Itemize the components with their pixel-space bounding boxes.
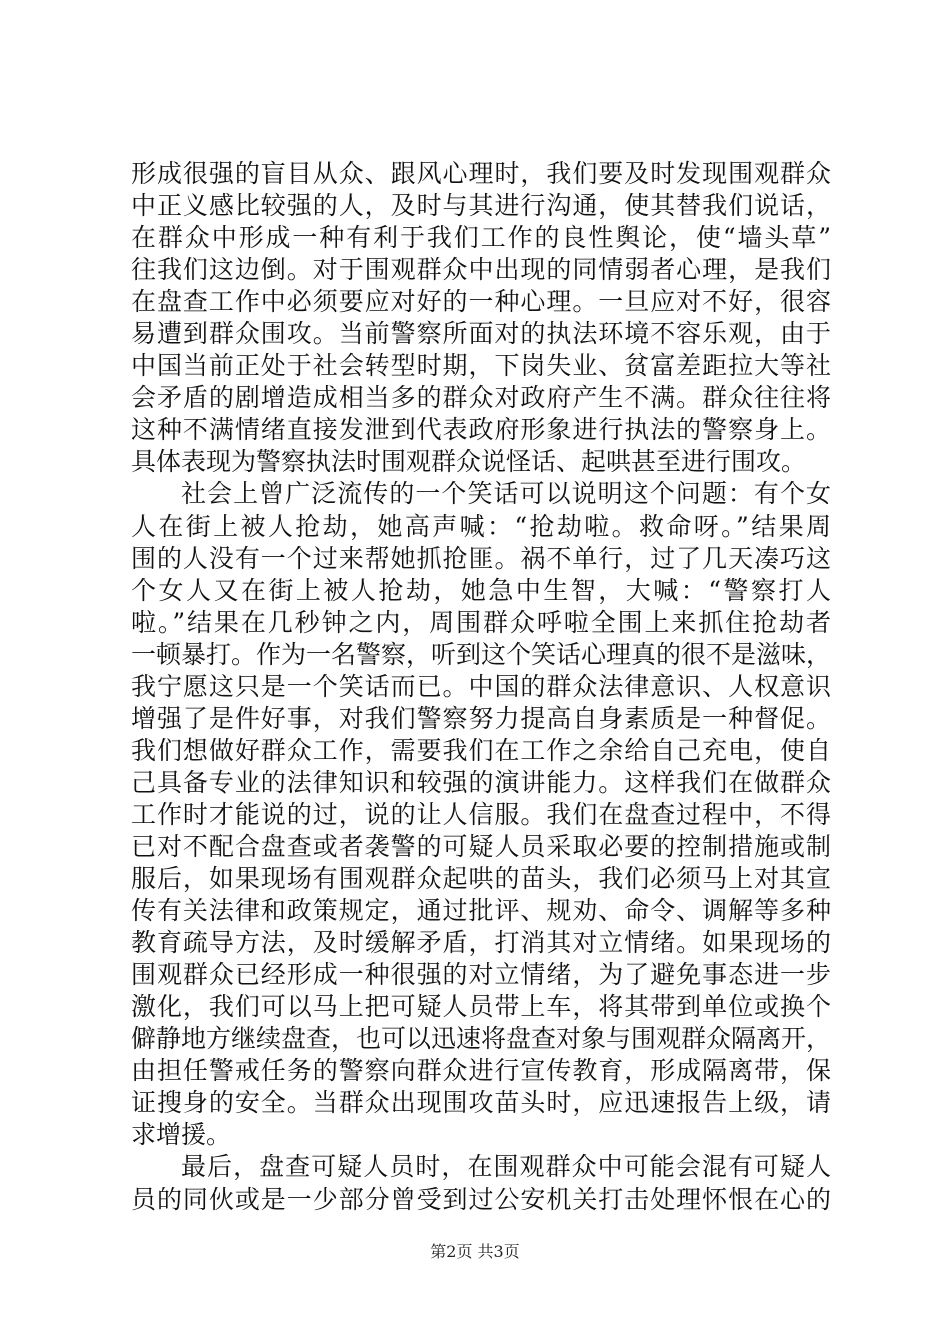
text-line: 人在街上被人抢劫，她高声喊：“抢劫啦。救命呀。”结果周	[131, 511, 831, 541]
text-line: 易遭到群众围攻。当前警察所面对的执法环境不容乐观，由于	[131, 319, 831, 349]
text-line: 中国当前正处于社会转型时期，下岗失业、贫富差距拉大等社	[131, 351, 831, 381]
text-line: 形成很强的盲目从众、跟风心理时，我们要及时发现围观群众	[131, 159, 831, 188]
text-line: 服后，如果现场有围观群众起哄的苗头，我们必须马上对其宣	[131, 864, 831, 894]
page-footer: 第2页 共3页	[430, 1242, 520, 1261]
text-line: 一顿暴打。作为一名警察，听到这个笑话心理真的很不是滋味，	[131, 639, 831, 669]
text-line: 证搜身的安全。当群众出现围攻苗头时，应迅速报告上级，请	[131, 1088, 831, 1118]
text-line: 工作时才能说的过，说的让人信服。我们在盘查过程中，不得	[131, 799, 831, 829]
text-line: 这种不满情绪直接发泄到代表政府形象进行执法的警察身上。	[131, 415, 831, 445]
text-line: 围观群众已经形成一种很强的对立情绪，为了避免事态进一步	[131, 960, 831, 990]
text-line: 啦。”结果在几秒钟之内，周围群众呼啦全围上来抓住抢劫者	[131, 607, 831, 637]
text-line: 教育疏导方法，及时缓解矛盾，打消其对立情绪。如果现场的	[131, 928, 831, 958]
text-line: 激化，我们可以马上把可疑人员带上车，将其带到单位或换个	[131, 992, 831, 1022]
text-line: 传有关法律和政策规定，通过批评、规劝、命令、调解等多种	[131, 896, 831, 926]
text-line: 我们想做好群众工作，需要我们在工作之余给自己充电，使自	[131, 735, 831, 765]
text-line: 围的人没有一个过来帮她抓抢匪。祸不单行，过了几天凑巧这	[131, 543, 831, 573]
text-line: 己具备专业的法律知识和较强的演讲能力。这样我们在做群众	[131, 767, 831, 797]
text-line: 在群众中形成一种有利于我们工作的良性舆论，使“墙头草”	[131, 223, 831, 253]
text-line: 已对不配合盘查或者袭警的可疑人员采取必要的控制措施或制	[131, 831, 831, 861]
text-line: 僻静地方继续盘查，也可以迅速将盘查对象与围观群众隔离开，	[131, 1024, 831, 1054]
text-line: 会矛盾的剧增造成相当多的群众对政府产生不满。群众往往将	[131, 383, 831, 413]
text-line: 我宁愿这只是一个笑话而已。中国的群众法律意识、人权意识	[131, 671, 831, 701]
text-line: 增强了是件好事，对我们警察努力提高自身素质是一种督促。	[131, 703, 831, 733]
text-line: 社会上曾广泛流传的一个笑话可以说明这个问题：有个女	[181, 479, 831, 509]
document-body	[131, 158, 831, 1216]
text-line: 具体表现为警察执法时围观群众说怪话、起哄甚至进行围攻。	[131, 447, 807, 477]
text-line: 在盘查工作中必须要应对好的一种心理。一旦应对不好，很容	[131, 287, 831, 317]
text-line: 最后，盘查可疑人员时，在围观群众中可能会混有可疑人	[181, 1152, 831, 1182]
text-line: 求增援。	[131, 1120, 232, 1150]
text-line: 员的同伙或是一少部分曾受到过公安机关打击处理怀恨在心的	[131, 1184, 831, 1214]
text-line: 往我们这边倒。对于围观群众中出现的同情弱者心理，是我们	[131, 255, 831, 285]
text-line: 个女人又在街上被人抢劫，她急中生智，大喊：“警察打人	[131, 575, 831, 605]
text-line: 由担任警戒任务的警察向群众进行宣传教育，形成隔离带，保	[131, 1056, 831, 1086]
text-line: 中正义感比较强的人，及时与其进行沟通，使其替我们说话，	[131, 191, 831, 221]
